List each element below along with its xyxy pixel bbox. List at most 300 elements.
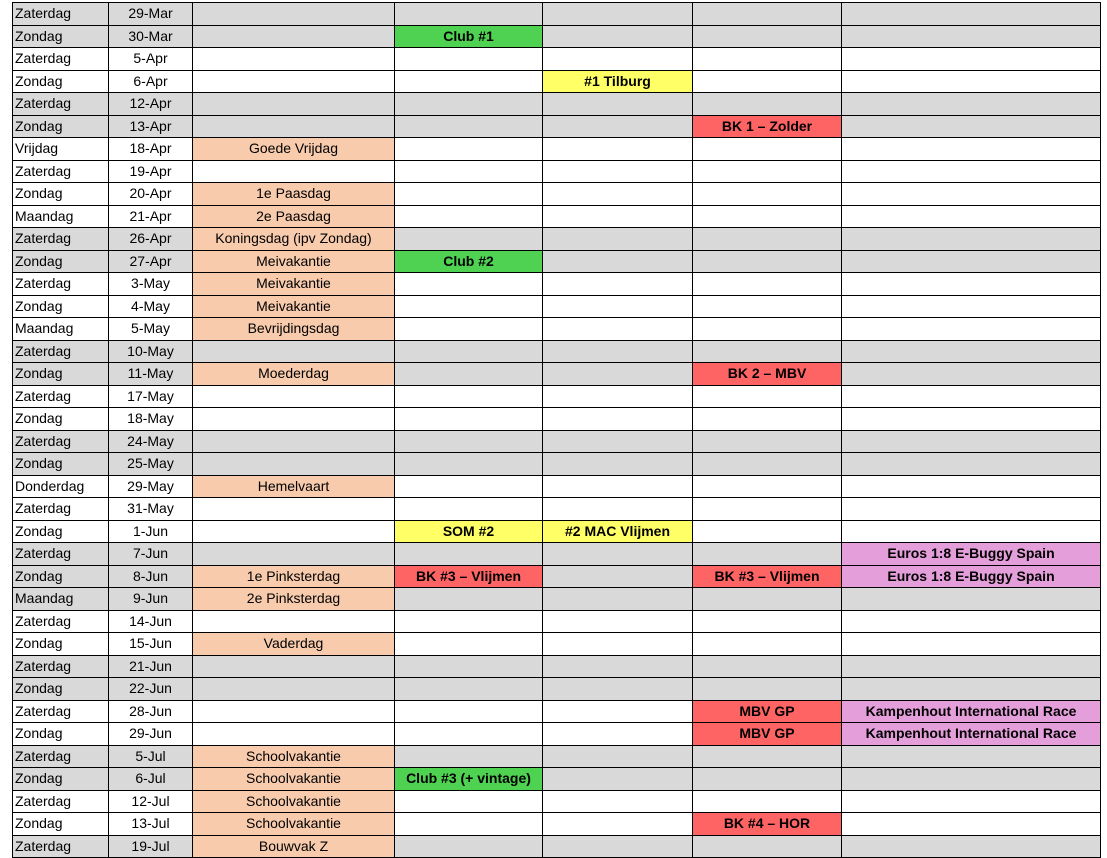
event-cell-international[interactable] [842,453,1101,476]
day-cell[interactable]: Zondag [13,633,109,656]
table-row [13,273,1101,296]
date-cell[interactable]: 18-May [109,408,193,431]
event-cell-club[interactable] [395,3,543,26]
date-cell[interactable]: 5-Apr [109,48,193,71]
date-cell[interactable]: 4-May [109,295,193,318]
event-cell-international[interactable] [842,655,1101,678]
date-cell[interactable]: 5-Jul [109,745,193,768]
event-cell-club[interactable] [395,543,543,566]
event-cell-international[interactable] [842,813,1101,836]
day-cell[interactable]: Zaterdag [13,655,109,678]
day-cell[interactable]: Zondag [13,115,109,138]
holiday-cell[interactable] [193,115,395,138]
day-cell[interactable]: Zondag [13,250,109,273]
event-cell-club[interactable] [395,273,543,296]
event-cell-regional[interactable] [543,228,693,251]
holiday-cell[interactable]: Moederdag [193,363,395,386]
holiday-cell[interactable] [193,408,395,431]
event-cell-regional[interactable] [543,273,693,296]
event-cell-regional[interactable] [543,610,693,633]
event-cell-international[interactable]: Euros 1:8 E-Buggy Spain [842,543,1101,566]
event-cell-club[interactable] [395,588,543,611]
day-cell[interactable]: Zaterdag [13,543,109,566]
event-cell-bk[interactable] [693,318,842,341]
table-row [13,723,1101,746]
table-row [13,115,1101,138]
holiday-cell[interactable] [193,453,395,476]
day-cell[interactable]: Donderdag [13,475,109,498]
event-cell-regional[interactable] [543,295,693,318]
event-cell-international[interactable] [842,318,1101,341]
date-cell[interactable]: 28-Jun [109,700,193,723]
event-cell-regional[interactable] [543,25,693,48]
date-cell[interactable]: 25-May [109,453,193,476]
event-cell-regional[interactable] [543,813,693,836]
holiday-cell[interactable]: Schoolvakantie [193,813,395,836]
holiday-cell[interactable]: 2e Paasdag [193,205,395,228]
event-cell-international[interactable] [842,228,1101,251]
event-cell-regional[interactable] [543,363,693,386]
event-cell-bk[interactable] [693,93,842,116]
event-cell-club[interactable] [395,633,543,656]
event-cell-bk[interactable] [693,295,842,318]
day-cell[interactable]: Zondag [13,723,109,746]
event-cell-international[interactable] [842,610,1101,633]
event-cell-club[interactable] [395,610,543,633]
event-cell-regional[interactable] [543,205,693,228]
event-cell-bk[interactable] [693,48,842,71]
date-cell[interactable]: 21-Apr [109,205,193,228]
holiday-cell[interactable]: Hemelvaart [193,475,395,498]
event-cell-club[interactable]: Club #2 [395,250,543,273]
event-cell-bk[interactable] [693,475,842,498]
event-cell-bk[interactable] [693,228,842,251]
event-cell-regional[interactable]: #2 MAC Vlijmen [543,520,693,543]
table-row [13,385,1101,408]
holiday-cell[interactable] [193,655,395,678]
event-cell-international[interactable] [842,408,1101,431]
event-cell-international[interactable] [842,835,1101,858]
holiday-cell[interactable]: Meivakantie [193,273,395,296]
event-cell-international[interactable] [842,48,1101,71]
date-cell[interactable]: 19-Apr [109,160,193,183]
day-cell[interactable]: Zaterdag [13,700,109,723]
event-cell-bk[interactable]: MBV GP [693,700,842,723]
event-cell-international[interactable] [842,678,1101,701]
event-cell-regional[interactable] [543,138,693,161]
event-cell-international[interactable] [842,430,1101,453]
event-cell-international[interactable] [842,520,1101,543]
table-row [13,250,1101,273]
event-cell-bk[interactable] [693,655,842,678]
event-cell-international[interactable] [842,250,1101,273]
date-cell[interactable]: 27-Apr [109,250,193,273]
table-row [13,588,1101,611]
day-cell[interactable]: Maandag [13,318,109,341]
table-row [13,520,1101,543]
table-row [13,205,1101,228]
event-cell-bk[interactable] [693,408,842,431]
event-cell-international[interactable] [842,3,1101,26]
event-cell-regional[interactable] [543,93,693,116]
event-cell-club[interactable] [395,835,543,858]
event-cell-club[interactable] [395,93,543,116]
event-cell-bk[interactable] [693,385,842,408]
event-cell-international[interactable] [842,295,1101,318]
holiday-cell[interactable] [193,160,395,183]
holiday-cell[interactable]: 1e Pinksterdag [193,565,395,588]
holiday-cell[interactable]: Schoolvakantie [193,745,395,768]
table-row [13,25,1101,48]
event-cell-bk[interactable] [693,610,842,633]
day-cell[interactable]: Zaterdag [13,498,109,521]
event-cell-club[interactable] [395,340,543,363]
holiday-cell[interactable]: Schoolvakantie [193,790,395,813]
event-cell-club[interactable] [395,228,543,251]
event-cell-bk[interactable] [693,768,842,791]
table-row [13,138,1101,161]
event-cell-regional[interactable] [543,633,693,656]
date-cell[interactable]: 1-Jun [109,520,193,543]
event-cell-bk[interactable] [693,160,842,183]
event-cell-regional[interactable] [543,430,693,453]
event-cell-bk[interactable] [693,588,842,611]
holiday-cell[interactable] [193,700,395,723]
event-cell-club[interactable]: Club #3 (+ vintage) [395,768,543,791]
event-cell-bk[interactable] [693,205,842,228]
event-cell-regional[interactable] [543,655,693,678]
table-row [13,813,1101,836]
event-cell-club[interactable] [395,138,543,161]
day-cell[interactable]: Zaterdag [13,160,109,183]
event-cell-international[interactable] [842,138,1101,161]
event-cell-international[interactable] [842,25,1101,48]
calendar-sheet [12,2,1101,858]
holiday-cell[interactable] [193,723,395,746]
day-cell[interactable]: Zaterdag [13,340,109,363]
event-cell-club[interactable]: Club #1 [395,25,543,48]
event-cell-regional[interactable] [543,678,693,701]
holiday-cell[interactable]: Vaderdag [193,633,395,656]
day-cell[interactable]: Zondag [13,813,109,836]
event-cell-regional[interactable] [543,700,693,723]
event-cell-international[interactable] [842,363,1101,386]
event-cell-international[interactable] [842,160,1101,183]
date-cell[interactable]: 13-Jul [109,813,193,836]
holiday-cell[interactable] [193,25,395,48]
date-cell[interactable]: 30-Mar [109,25,193,48]
day-cell[interactable]: Zondag [13,183,109,206]
event-cell-club[interactable] [395,700,543,723]
event-cell-club[interactable] [395,183,543,206]
date-cell[interactable]: 10-May [109,340,193,363]
holiday-cell[interactable] [193,340,395,363]
holiday-cell[interactable]: Koningsdag (ipv Zondag) [193,228,395,251]
table-row [13,453,1101,476]
event-cell-regional[interactable] [543,453,693,476]
holiday-cell[interactable] [193,93,395,116]
date-cell[interactable]: 15-Jun [109,633,193,656]
date-cell[interactable]: 29-Mar [109,3,193,26]
table-row [13,363,1101,386]
event-cell-regional[interactable] [543,408,693,431]
event-cell-club[interactable] [395,813,543,836]
day-cell[interactable]: Zaterdag [13,745,109,768]
date-cell[interactable]: 6-Jul [109,768,193,791]
date-cell[interactable]: 11-May [109,363,193,386]
event-cell-international[interactable] [842,183,1101,206]
date-cell[interactable]: 5-May [109,318,193,341]
event-cell-international[interactable] [842,498,1101,521]
day-cell[interactable]: Vrijdag [13,138,109,161]
day-cell[interactable]: Zaterdag [13,48,109,71]
event-cell-club[interactable] [395,385,543,408]
event-cell-bk[interactable] [693,25,842,48]
event-cell-international[interactable]: Euros 1:8 E-Buggy Spain [842,565,1101,588]
table-row [13,183,1101,206]
event-cell-regional[interactable] [543,250,693,273]
event-cell-club[interactable] [395,115,543,138]
event-cell-international[interactable] [842,115,1101,138]
day-cell[interactable]: Zondag [13,70,109,93]
event-cell-bk[interactable]: BK #4 – HOR [693,813,842,836]
date-cell[interactable]: 3-May [109,273,193,296]
event-cell-regional[interactable] [543,3,693,26]
event-cell-bk[interactable]: BK #3 – Vlijmen [693,565,842,588]
event-cell-international[interactable] [842,340,1101,363]
holiday-cell[interactable]: 1e Paasdag [193,183,395,206]
day-cell[interactable]: Zondag [13,768,109,791]
event-cell-international[interactable] [842,475,1101,498]
table-row [13,543,1101,566]
event-cell-international[interactable] [842,273,1101,296]
date-cell[interactable]: 9-Jun [109,588,193,611]
day-cell[interactable]: Zaterdag [13,610,109,633]
event-cell-bk[interactable] [693,70,842,93]
date-cell[interactable]: 12-Jul [109,790,193,813]
calendar-body [13,3,1101,858]
day-cell[interactable]: Zondag [13,25,109,48]
date-cell[interactable]: 14-Jun [109,610,193,633]
day-cell[interactable]: Zondag [13,565,109,588]
holiday-cell[interactable] [193,3,395,26]
event-cell-bk[interactable] [693,250,842,273]
table-row [13,160,1101,183]
holiday-cell[interactable]: 2e Pinksterdag [193,588,395,611]
day-cell[interactable]: Zondag [13,453,109,476]
table-row [13,475,1101,498]
date-cell[interactable]: 17-May [109,385,193,408]
holiday-cell[interactable]: Bevrijdingsdag [193,318,395,341]
event-cell-bk[interactable] [693,678,842,701]
holiday-cell[interactable] [193,498,395,521]
event-cell-club[interactable] [395,430,543,453]
event-cell-club[interactable] [395,498,543,521]
event-cell-club[interactable] [395,723,543,746]
day-cell[interactable]: Zaterdag [13,835,109,858]
event-cell-club[interactable] [395,70,543,93]
event-cell-club[interactable] [395,363,543,386]
date-cell[interactable]: 6-Apr [109,70,193,93]
event-cell-international[interactable] [842,385,1101,408]
holiday-cell[interactable] [193,678,395,701]
event-cell-bk[interactable] [693,453,842,476]
event-cell-regional[interactable] [543,340,693,363]
event-cell-regional[interactable] [543,385,693,408]
event-cell-club[interactable]: SOM #2 [395,520,543,543]
event-cell-regional[interactable] [543,835,693,858]
table-row [13,93,1101,116]
event-cell-bk[interactable]: MBV GP [693,723,842,746]
date-cell[interactable]: 29-Jun [109,723,193,746]
event-cell-bk[interactable] [693,633,842,656]
table-row [13,408,1101,431]
day-cell[interactable]: Zondag [13,678,109,701]
date-cell[interactable]: 21-Jun [109,655,193,678]
event-cell-bk[interactable] [693,520,842,543]
holiday-cell[interactable]: Meivakantie [193,295,395,318]
event-cell-regional[interactable] [543,768,693,791]
day-cell[interactable]: Zaterdag [13,273,109,296]
day-cell[interactable]: Zondag [13,363,109,386]
event-cell-club[interactable] [395,205,543,228]
event-cell-club[interactable] [395,48,543,71]
event-cell-international[interactable] [842,205,1101,228]
holiday-cell[interactable] [193,430,395,453]
date-cell[interactable]: 12-Apr [109,93,193,116]
holiday-cell[interactable] [193,385,395,408]
event-cell-international[interactable] [842,790,1101,813]
date-cell[interactable]: 7-Jun [109,543,193,566]
event-cell-club[interactable] [395,160,543,183]
day-cell[interactable]: Zondag [13,520,109,543]
event-cell-club[interactable] [395,408,543,431]
event-cell-club[interactable] [395,475,543,498]
day-cell[interactable]: Zaterdag [13,790,109,813]
holiday-cell[interactable] [193,543,395,566]
event-cell-regional[interactable] [543,475,693,498]
event-cell-club[interactable] [395,678,543,701]
event-cell-regional[interactable] [543,183,693,206]
date-cell[interactable]: 20-Apr [109,183,193,206]
event-cell-international[interactable] [842,768,1101,791]
event-cell-bk[interactable] [693,3,842,26]
table-row [13,70,1101,93]
holiday-cell[interactable]: Bouwvak Z [193,835,395,858]
day-cell[interactable]: Zaterdag [13,93,109,116]
event-cell-club[interactable] [395,318,543,341]
event-cell-club[interactable] [395,790,543,813]
event-cell-regional[interactable] [543,115,693,138]
holiday-cell[interactable] [193,70,395,93]
table-row [13,430,1101,453]
date-cell[interactable]: 29-May [109,475,193,498]
event-cell-regional[interactable] [543,723,693,746]
event-cell-bk[interactable] [693,138,842,161]
table-row [13,745,1101,768]
table-row [13,655,1101,678]
day-cell[interactable]: Maandag [13,205,109,228]
event-cell-bk[interactable] [693,273,842,296]
event-cell-regional[interactable] [543,498,693,521]
event-cell-bk[interactable] [693,543,842,566]
event-cell-bk[interactable] [693,745,842,768]
date-cell[interactable]: 19-Jul [109,835,193,858]
date-cell[interactable]: 22-Jun [109,678,193,701]
day-cell[interactable]: Maandag [13,588,109,611]
date-cell[interactable]: 8-Jun [109,565,193,588]
event-cell-club[interactable] [395,453,543,476]
event-cell-regional[interactable] [543,48,693,71]
event-cell-international[interactable] [842,588,1101,611]
event-cell-club[interactable] [395,295,543,318]
event-cell-club[interactable]: BK #3 – Vlijmen [395,565,543,588]
event-cell-regional[interactable] [543,543,693,566]
holiday-cell[interactable] [193,610,395,633]
holiday-cell[interactable]: Goede Vrijdag [193,138,395,161]
date-cell[interactable]: 18-Apr [109,138,193,161]
table-row [13,295,1101,318]
event-cell-international[interactable] [842,70,1101,93]
event-cell-regional[interactable]: #1 Tilburg [543,70,693,93]
day-cell[interactable]: Zaterdag [13,228,109,251]
table-row [13,3,1101,26]
date-cell[interactable]: 31-May [109,498,193,521]
table-row [13,498,1101,521]
table-row [13,700,1101,723]
event-cell-club[interactable] [395,655,543,678]
date-cell[interactable]: 24-May [109,430,193,453]
event-cell-bk[interactable] [693,183,842,206]
date-cell[interactable]: 26-Apr [109,228,193,251]
event-cell-international[interactable]: Kampenhout International Race [842,723,1101,746]
table-row [13,48,1101,71]
holiday-cell[interactable] [193,48,395,71]
event-cell-regional[interactable] [543,745,693,768]
holiday-cell[interactable]: Meivakantie [193,250,395,273]
event-cell-regional[interactable] [543,790,693,813]
day-cell[interactable]: Zaterdag [13,385,109,408]
event-cell-bk[interactable]: BK 2 – MBV [693,363,842,386]
event-cell-bk[interactable] [693,430,842,453]
table-row [13,835,1101,858]
event-cell-regional[interactable] [543,318,693,341]
table-row [13,678,1101,701]
day-cell[interactable]: Zaterdag [13,3,109,26]
event-cell-international[interactable] [842,745,1101,768]
event-cell-bk[interactable] [693,835,842,858]
day-cell[interactable]: Zondag [13,408,109,431]
event-cell-international[interactable]: Kampenhout International Race [842,700,1101,723]
day-cell[interactable]: Zondag [13,295,109,318]
table-row [13,228,1101,251]
event-cell-regional[interactable] [543,565,693,588]
event-cell-international[interactable] [842,633,1101,656]
event-cell-bk[interactable]: BK 1 – Zolder [693,115,842,138]
holiday-cell[interactable] [193,520,395,543]
event-cell-regional[interactable] [543,160,693,183]
event-cell-bk[interactable] [693,498,842,521]
table-row [13,633,1101,656]
date-cell[interactable]: 13-Apr [109,115,193,138]
event-cell-regional[interactable] [543,588,693,611]
event-cell-club[interactable] [395,745,543,768]
event-cell-bk[interactable] [693,340,842,363]
day-cell[interactable]: Zaterdag [13,430,109,453]
event-cell-bk[interactable] [693,790,842,813]
holiday-cell[interactable]: Schoolvakantie [193,768,395,791]
event-cell-international[interactable] [842,93,1101,116]
